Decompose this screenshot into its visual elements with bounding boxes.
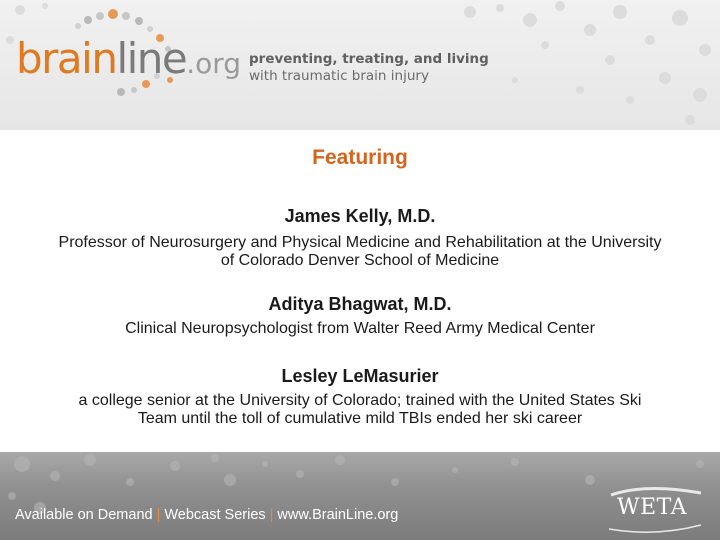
logo-line: line bbox=[116, 34, 187, 83]
footer-separator: | bbox=[156, 507, 161, 523]
footer-item-webcast: Webcast Series bbox=[164, 507, 266, 523]
footer-banner bbox=[0, 452, 720, 540]
weta-wordmark: WETA bbox=[617, 495, 688, 520]
footer-item-on-demand: Available on Demand bbox=[15, 507, 153, 523]
footer-separator: | bbox=[269, 507, 274, 523]
footer-link-brainline[interactable]: www.BrainLine.org bbox=[277, 507, 399, 523]
person-description: Clinical Neuropsychologist from Walter Reed Army Medical Center bbox=[125, 320, 595, 337]
logo-org: .org bbox=[186, 47, 242, 80]
person-description bbox=[0, 234, 720, 270]
description-line: a college senior at the University of Colorado; trained with the United States Ski bbox=[78, 392, 642, 409]
description-line: Professor of Neurosurgery and Physical Medicine and Rehabilitation at the University bbox=[58, 234, 662, 251]
featuring-panel bbox=[0, 130, 720, 452]
description-line: of Colorado Denver School of Medicine bbox=[220, 252, 500, 269]
description-line: Team until the toll of cumulative mild TBIs ended her ski career bbox=[137, 410, 583, 427]
person-name: James Kelly, M.D. bbox=[284, 206, 436, 226]
header-banner bbox=[0, 0, 720, 130]
person-name: Lesley LeMasurier bbox=[281, 366, 439, 386]
person-name: Aditya Bhagwat, M.D. bbox=[268, 294, 452, 314]
weta-logo[interactable] bbox=[605, 485, 705, 535]
logo-wordmark bbox=[16, 34, 241, 83]
featuring-heading: Featuring bbox=[312, 146, 408, 169]
person-description bbox=[0, 392, 720, 428]
tagline-line-1: preventing, treating, and living bbox=[249, 51, 489, 67]
tagline bbox=[249, 51, 489, 85]
footer-tagline bbox=[15, 507, 398, 523]
tagline-line-2: with traumatic brain injury bbox=[249, 68, 429, 84]
logo-brain: brain bbox=[16, 34, 117, 83]
